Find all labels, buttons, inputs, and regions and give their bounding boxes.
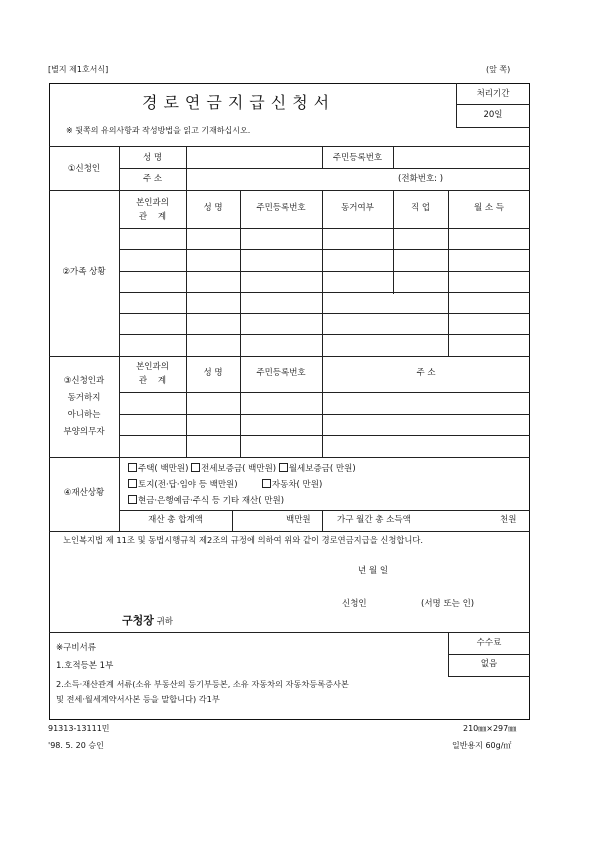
date-line[interactable]: 년 월 일 <box>358 566 389 576</box>
other-asset-checkbox[interactable] <box>128 495 137 504</box>
family-header-cohabit: 동거여부 <box>341 203 374 213</box>
monthly-income-label: 가구 월간 총 소득액 <box>337 515 411 525</box>
dependents-header-rrn: 주민등록번호 <box>256 368 306 378</box>
table-row <box>119 249 530 250</box>
documents-item-2b: 및 전세·월세계약서사본 등을 말합니다) 각1부 <box>56 694 220 704</box>
dependents-header-name: 성 명 <box>203 368 223 378</box>
family-header-relation: 본인과의 관 계 <box>136 198 169 222</box>
property-section-label: ④재산상황 <box>63 488 105 498</box>
car-checkbox[interactable] <box>262 479 271 488</box>
table-row <box>119 414 530 415</box>
table-row <box>119 292 530 293</box>
deposit-label: 전세보증금( 백만원) <box>201 464 277 474</box>
declaration-text: 노인복지법 제 11조 및 동법시행규칙 제2조의 규정에 의하여 위와 같이 경로연금지급을 신청합니다. <box>63 535 424 545</box>
table-row <box>119 313 530 314</box>
house-label: 주택( 백만원) <box>138 464 189 474</box>
address-label: 주 소 <box>142 174 163 184</box>
family-header-income: 월 소 득 <box>473 203 505 213</box>
rrn-label: 주민등록번호 <box>332 153 383 163</box>
signer-label: 신청인 <box>342 599 367 609</box>
table-row <box>119 334 530 335</box>
total-assets-label: 재산 총 합계액 <box>148 515 203 525</box>
recipient-main: 구청장 <box>122 614 154 627</box>
house-checkbox[interactable] <box>128 463 137 472</box>
documents-item-2a: 2.소득·재산관계 서류(소유 부동산의 등기부등본, 소유 자동차의 자동차등록증사본 <box>56 679 349 689</box>
documents-item-1: 1.호적등본 1부 <box>56 661 114 671</box>
family-header-name: 성 명 <box>203 203 223 213</box>
page-side-label: (앞 쪽) <box>486 65 511 74</box>
recipient-suffix: 귀하 <box>156 617 174 627</box>
approval-date: '98. 5. 20 승인 <box>48 741 104 750</box>
dependents-section-label: ③신청인과 동거하지 아니하는 부양의무자 <box>63 376 105 437</box>
documents-title: ※구비서류 <box>56 643 96 653</box>
paper-type: 일반용지 60g/㎡ <box>452 741 512 750</box>
property-line-1 <box>128 463 356 474</box>
name-label: 성 명 <box>142 153 163 163</box>
car-label: 자동차( 만원) <box>271 480 323 490</box>
family-section-label: ②가족 상황 <box>62 267 106 277</box>
land-label: 토지(전·답·임야 등 백만원) <box>138 480 238 490</box>
property-line-2 <box>128 479 322 490</box>
total-assets-unit: 백만원 <box>286 515 311 525</box>
dependents-header-relation: 본인과의 관 계 <box>136 362 169 386</box>
paper-size: 210㎜×297㎜ <box>463 724 517 733</box>
form-title: 경로연금지급신청서 <box>142 93 336 112</box>
deposit-checkbox[interactable] <box>191 463 200 472</box>
monthly-deposit-checkbox[interactable] <box>279 463 288 472</box>
land-checkbox[interactable] <box>128 479 137 488</box>
family-header-job: 직 업 <box>410 203 431 213</box>
form-number: [별지 제1호서식] <box>48 65 109 74</box>
processing-period-value: 20일 <box>483 110 503 120</box>
applicant-section-label: ①신청인 <box>67 164 101 174</box>
applicant-name-field[interactable] <box>187 147 321 167</box>
recipient <box>122 615 173 627</box>
fee-value: 없음 <box>480 659 498 669</box>
other-asset-label: 현금·은행예금·주식 등 기타 재산( 만원) <box>138 496 285 506</box>
monthly-deposit-label: 월세보증금( 만원) <box>288 464 356 474</box>
fee-label: 수수료 <box>476 638 502 648</box>
form-notice: ※ 뒷쪽의 유의사항과 작성방법을 읽고 기재하십시오. <box>66 126 251 135</box>
applicant-rrn-field[interactable] <box>394 147 529 167</box>
signature-field[interactable]: (서명 또는 인) <box>421 599 475 609</box>
processing-period-label: 처리기간 <box>476 89 510 99</box>
family-header-rrn: 주민등록번호 <box>256 203 306 213</box>
dependents-header-address: 주 소 <box>416 368 436 378</box>
phone-field[interactable]: (전화번호: ) <box>398 174 444 184</box>
property-line-3 <box>128 495 284 506</box>
table-row <box>119 271 530 272</box>
form-code: 91313-13111민 <box>48 724 110 733</box>
table-row <box>119 435 530 436</box>
monthly-income-unit: 천원 <box>500 515 517 525</box>
applicant-address-field[interactable] <box>187 169 387 189</box>
